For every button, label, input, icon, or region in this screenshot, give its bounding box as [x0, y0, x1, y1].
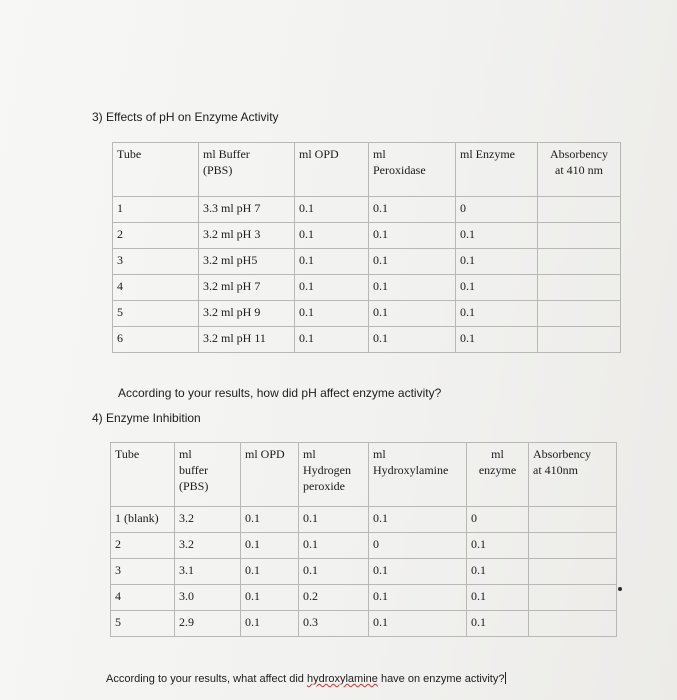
header-enzyme: ml enzyme	[467, 443, 529, 507]
table-row	[113, 249, 621, 275]
table-cell: 3	[111, 559, 175, 585]
header-absorbency: Absorbency at 410 nm	[538, 143, 621, 197]
table-cell: 0.1	[241, 533, 299, 559]
header-hydroxylamine: ml Hydroxylamine	[369, 443, 467, 507]
header-tube: Tube	[111, 443, 175, 507]
table-cell: 2.9	[175, 611, 241, 637]
table-cell: 0.3	[299, 611, 369, 637]
table-row	[113, 327, 621, 353]
table-cell: 0.1	[295, 223, 369, 249]
table-cell: 0.1	[369, 301, 456, 327]
table-cell: 2	[113, 223, 199, 249]
table-cell: 0.1	[467, 585, 529, 611]
table-cell: 0.1	[467, 611, 529, 637]
table-cell: 3	[113, 249, 199, 275]
table-cell: 0.1	[295, 275, 369, 301]
header-opd: ml OPD	[295, 143, 369, 197]
table-cell: 0.1	[369, 585, 467, 611]
table-row	[111, 585, 617, 611]
table-cell: 0.1	[369, 275, 456, 301]
table-cell: 0.1	[241, 611, 299, 637]
header-enzyme: ml Enzyme	[456, 143, 538, 197]
table-row	[111, 611, 617, 637]
table-row	[113, 275, 621, 301]
pen-mark-dot	[618, 587, 622, 591]
table-cell: 1	[113, 197, 199, 223]
section-3-heading: 3) Effects of pH on Enzyme Activity	[92, 110, 279, 124]
table-cell: 0.1	[295, 249, 369, 275]
table-cell: 0.1	[456, 249, 538, 275]
section-4-heading: 4) Enzyme Inhibition	[92, 411, 201, 425]
table-cell[interactable]	[529, 585, 617, 611]
question-text-after: have on enzyme activity?	[377, 673, 505, 685]
table-cell: 0	[456, 197, 538, 223]
table-cell: 4	[111, 585, 175, 611]
table-row	[111, 559, 617, 585]
table-cell: 3.1	[175, 559, 241, 585]
table-cell: 3.2 ml pH 11	[199, 327, 295, 353]
table-cell: 0.1	[456, 275, 538, 301]
table-cell[interactable]	[538, 249, 621, 275]
table-row	[113, 223, 621, 249]
table-cell[interactable]	[538, 327, 621, 353]
table-cell: 0.1	[241, 559, 299, 585]
table-cell: 0.1	[456, 327, 538, 353]
table-cell: 3.0	[175, 585, 241, 611]
table-cell: 0.1	[295, 197, 369, 223]
table-cell[interactable]	[529, 533, 617, 559]
header-buffer: ml Buffer (PBS)	[199, 143, 295, 197]
table-cell: 0.1	[295, 327, 369, 353]
table-cell: 0	[467, 507, 529, 533]
table-cell: 3.2 ml pH 3	[199, 223, 295, 249]
table-cell[interactable]	[529, 611, 617, 637]
table-cell: 0.1	[241, 507, 299, 533]
table-cell: 3.2 ml pH 9	[199, 301, 295, 327]
table-cell: 6	[113, 327, 199, 353]
question-text-before: According to your results, what affect did	[106, 673, 307, 685]
table-cell: 0.1	[295, 301, 369, 327]
table-cell: 0.1	[456, 223, 538, 249]
header-tube: Tube	[113, 143, 199, 197]
table-cell: 3.3 ml pH 7	[199, 197, 295, 223]
table-row	[111, 533, 617, 559]
table-cell: 0.1	[456, 301, 538, 327]
table-cell: 3.2	[175, 507, 241, 533]
table-cell: 1 (blank)	[111, 507, 175, 533]
table-cell: 0.1	[467, 559, 529, 585]
inhibition-table	[110, 442, 617, 637]
table-cell: 4	[113, 275, 199, 301]
table-cell: 0.2	[299, 585, 369, 611]
table-cell[interactable]	[529, 507, 617, 533]
table-cell[interactable]	[538, 223, 621, 249]
table-cell: 0.1	[241, 585, 299, 611]
table-cell: 0.1	[369, 611, 467, 637]
table-cell: 0.1	[369, 223, 456, 249]
header-buffer: ml buffer (PBS)	[175, 443, 241, 507]
header-opd: ml OPD	[241, 443, 299, 507]
hydroxylamine-question[interactable]	[106, 672, 506, 685]
table-header-row	[111, 443, 617, 507]
text-cursor	[505, 672, 506, 684]
table-header-row	[113, 143, 621, 197]
spellcheck-word: hydroxylamine	[306, 673, 378, 685]
table-cell: 0.1	[369, 507, 467, 533]
table-cell[interactable]	[538, 197, 621, 223]
table-cell: 5	[113, 301, 199, 327]
table-row	[113, 301, 621, 327]
table-cell: 0.1	[369, 197, 456, 223]
table-row	[111, 507, 617, 533]
table-cell: 2	[111, 533, 175, 559]
table-cell: 5	[111, 611, 175, 637]
table-cell: 0.1	[369, 327, 456, 353]
ph-question: According to your results, how did pH affect enzyme activity?	[118, 386, 442, 400]
table-cell: 3.2 ml pH5	[199, 249, 295, 275]
header-hydrogen-peroxide: ml Hydrogen peroxide	[299, 443, 369, 507]
table-cell[interactable]	[538, 275, 621, 301]
table-cell: 0.1	[299, 507, 369, 533]
table-cell[interactable]	[529, 559, 617, 585]
table-row	[113, 197, 621, 223]
table-cell: 0.1	[299, 533, 369, 559]
table-cell: 3.2	[175, 533, 241, 559]
table-cell: 0.1	[299, 559, 369, 585]
table-cell[interactable]	[538, 301, 621, 327]
table-cell: 0	[369, 533, 467, 559]
header-absorbency: Absorbency at 410nm	[529, 443, 617, 507]
header-peroxidase: ml Peroxidase	[369, 143, 456, 197]
table-cell: 0.1	[369, 249, 456, 275]
table-cell: 0.1	[467, 533, 529, 559]
table-cell: 3.2 ml pH 7	[199, 275, 295, 301]
table-cell: 0.1	[369, 559, 467, 585]
ph-effects-table	[112, 142, 621, 353]
